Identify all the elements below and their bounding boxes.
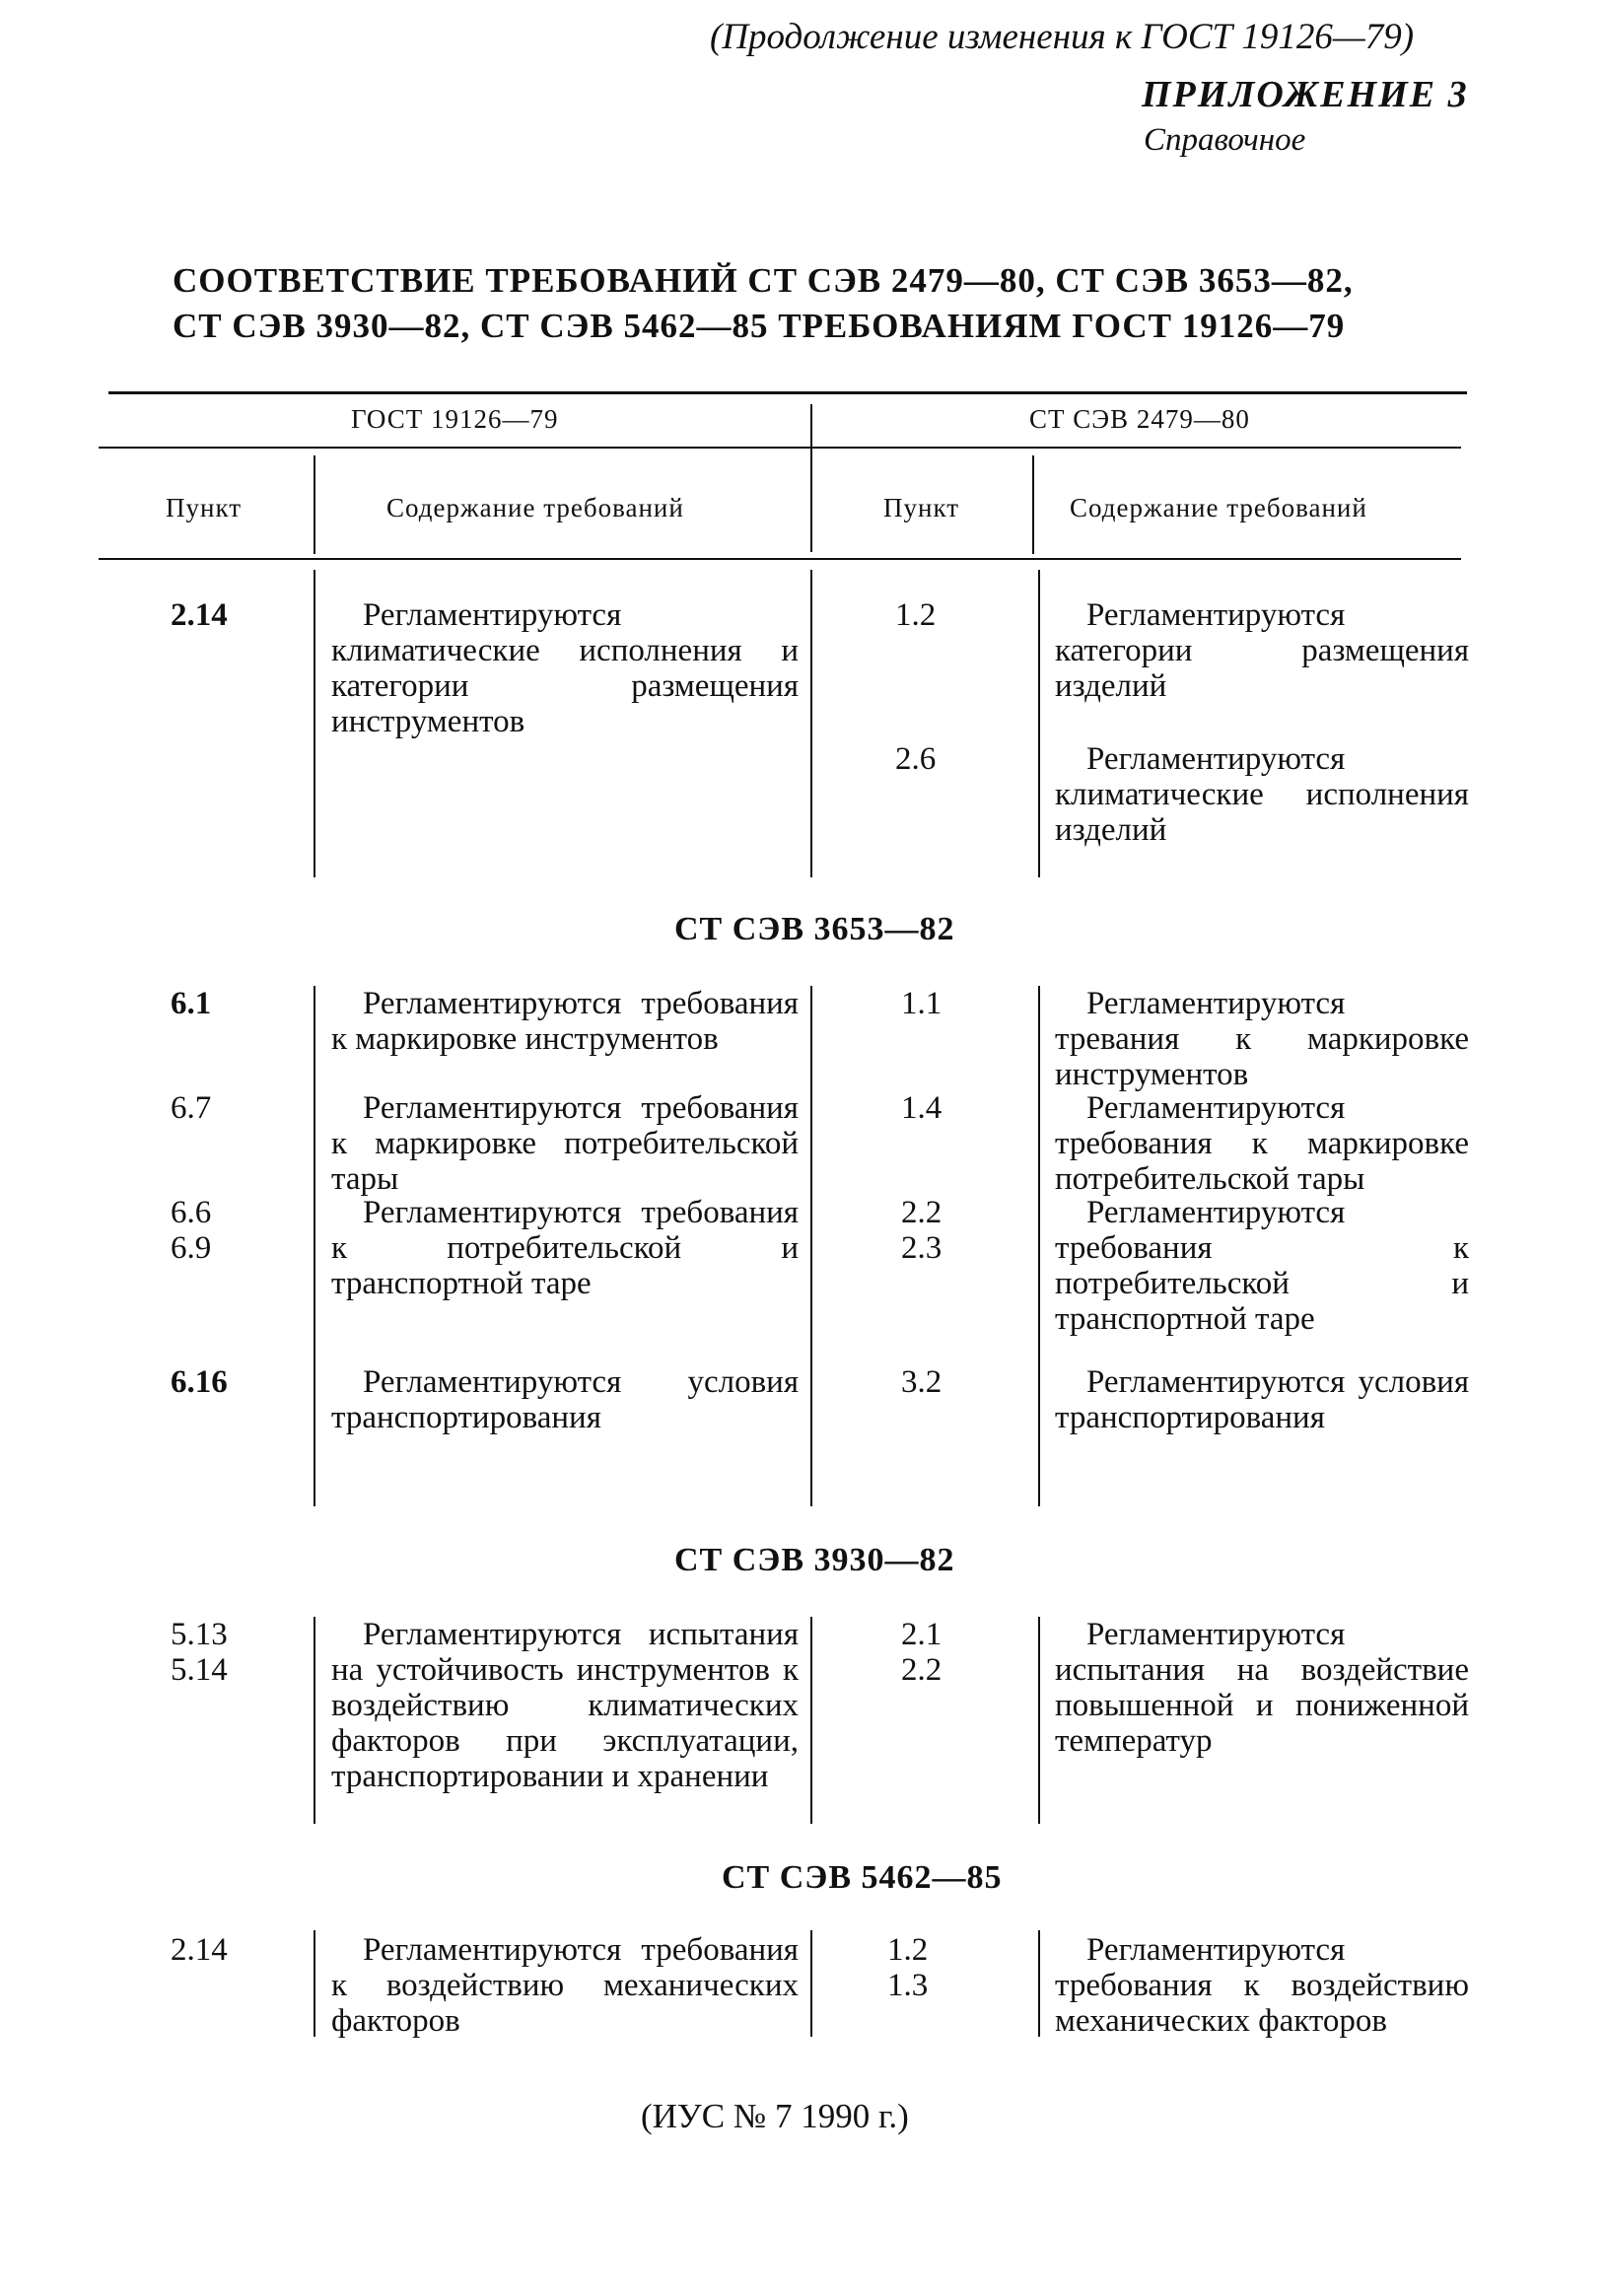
table-top-rule bbox=[108, 391, 1467, 394]
g3-divider-right bbox=[1038, 1617, 1040, 1824]
row4-gost-item-b: 6.9 bbox=[171, 1230, 212, 1266]
header-item-right: Пункт bbox=[883, 493, 960, 522]
row5-gost-item: 6.16 bbox=[171, 1364, 228, 1400]
row6-gost-item-b: 5.14 bbox=[171, 1652, 228, 1688]
row6-gost-text: Регламентируются испытания на устойчивость инструментов к воздействию климатических факторов при эксплуатации, транспортировании и хранении bbox=[331, 1617, 799, 1794]
row4-sev-item-a: 2.2 bbox=[901, 1195, 943, 1230]
row7-gost-item: 2.14 bbox=[171, 1932, 228, 1968]
section-title-3930: СТ СЭВ 3930—82 bbox=[674, 1542, 955, 1578]
row1-sev-item-a: 1.2 bbox=[895, 597, 937, 633]
row3-gost-text: Регламентируются требования к маркировке потребительской тары bbox=[331, 1090, 799, 1197]
row4-sev-text: Регламентируются требования к потребительской и транспортной таре bbox=[1055, 1195, 1469, 1337]
row4-sev-item-b: 2.3 bbox=[901, 1230, 943, 1266]
g4-divider-left bbox=[314, 1930, 315, 2037]
header-divider-right bbox=[1032, 455, 1034, 554]
g4-divider-right bbox=[1038, 1930, 1040, 2037]
row1-sev-text-a: Регламентируются категории размещения изделий bbox=[1055, 597, 1469, 704]
row3-gost-item: 6.7 bbox=[171, 1090, 212, 1126]
row6-sev-text: Регламентируются испытания на воздействие повышенной и пониженной температур bbox=[1055, 1617, 1469, 1759]
header-gost-group: ГОСТ 19126—79 bbox=[351, 404, 559, 434]
row1-sev-item-b: 2.6 bbox=[895, 741, 937, 777]
header-divider-left bbox=[314, 455, 315, 554]
row7-sev-item-a: 1.2 bbox=[887, 1932, 929, 1968]
row1-sev-text-b: Регламентируются климатические исполнения изделий bbox=[1055, 741, 1469, 848]
title-line-1: СООТВЕТСТВИЕ ТРЕБОВАНИЙ СТ СЭВ 2479—80, СТ СЭВ 3653—82, bbox=[173, 261, 1354, 300]
row4-gost-item-a: 6.6 bbox=[171, 1195, 212, 1230]
row2-sev-text: Регламентируются тревания к маркировке инструментов bbox=[1055, 986, 1469, 1092]
row1-gost-text: Регламентируются климатические исполнения и категории размещения инструментов bbox=[331, 597, 799, 739]
row7-sev-item-b: 1.3 bbox=[887, 1968, 929, 2003]
title-line-2: СТ СЭВ 3930—82, СТ СЭВ 5462—85 ТРЕБОВАНИЯМ ГОСТ 19126—79 bbox=[173, 307, 1346, 345]
row1-divider-mid bbox=[810, 570, 812, 877]
row2-sev-item: 1.1 bbox=[901, 986, 943, 1021]
row3-sev-item: 1.4 bbox=[901, 1090, 943, 1126]
row5-sev-text: Регламентируются условия транспортирования bbox=[1055, 1364, 1469, 1435]
row3-sev-text: Регламентируются требования к маркировке потребительской тары bbox=[1055, 1090, 1469, 1197]
row5-gost-text: Регламентируются условия транспортирования bbox=[331, 1364, 799, 1435]
header-content-right: Содержание требований bbox=[1070, 493, 1367, 522]
row6-sev-item-a: 2.1 bbox=[901, 1617, 943, 1652]
row1-gost-item: 2.14 bbox=[171, 597, 228, 633]
row7-sev-text: Регламентируются требования к воздействию механических факторов bbox=[1055, 1932, 1469, 2039]
g4-divider-mid bbox=[810, 1930, 812, 2037]
header-group-divider bbox=[810, 404, 812, 552]
header-item-left: Пункт bbox=[166, 493, 243, 522]
g2-divider-left bbox=[314, 986, 315, 1506]
header-sev-group: СТ СЭВ 2479—80 bbox=[1029, 404, 1250, 434]
header-content-left: Содержание требований bbox=[386, 493, 684, 522]
continuation-note: (Продолжение изменения к ГОСТ 19126—79) bbox=[710, 17, 1415, 57]
section-title-3653: СТ СЭВ 3653—82 bbox=[674, 911, 955, 947]
g3-divider-mid bbox=[810, 1617, 812, 1824]
document-title bbox=[173, 258, 1494, 349]
g2-divider-mid bbox=[810, 986, 812, 1506]
row1-divider-right bbox=[1038, 570, 1040, 877]
row6-sev-item-b: 2.2 bbox=[901, 1652, 943, 1688]
footer-note: (ИУС № 7 1990 г.) bbox=[641, 2097, 909, 2135]
row1-divider-left bbox=[314, 570, 315, 877]
row5-sev-item: 3.2 bbox=[901, 1364, 943, 1400]
header-mid-rule bbox=[99, 447, 1461, 449]
section-title-5462: СТ СЭВ 5462—85 bbox=[722, 1859, 1003, 1896]
row6-gost-item-a: 5.13 bbox=[171, 1617, 228, 1652]
g2-divider-right bbox=[1038, 986, 1040, 1506]
g3-divider-left bbox=[314, 1617, 315, 1824]
row2-gost-text: Регламентируются требования к маркировке инструментов bbox=[331, 986, 799, 1057]
row4-gost-text: Регламентируются требования к потребительской и транспортной таре bbox=[331, 1195, 799, 1301]
appendix-label: ПРИЛОЖЕНИЕ 3 bbox=[1142, 74, 1469, 115]
row2-gost-item: 6.1 bbox=[171, 986, 212, 1021]
reference-label: Справочное bbox=[1144, 122, 1306, 158]
row7-gost-text: Регламентируются требования к воздействию механических факторов bbox=[331, 1932, 799, 2039]
header-bottom-rule bbox=[99, 558, 1461, 560]
